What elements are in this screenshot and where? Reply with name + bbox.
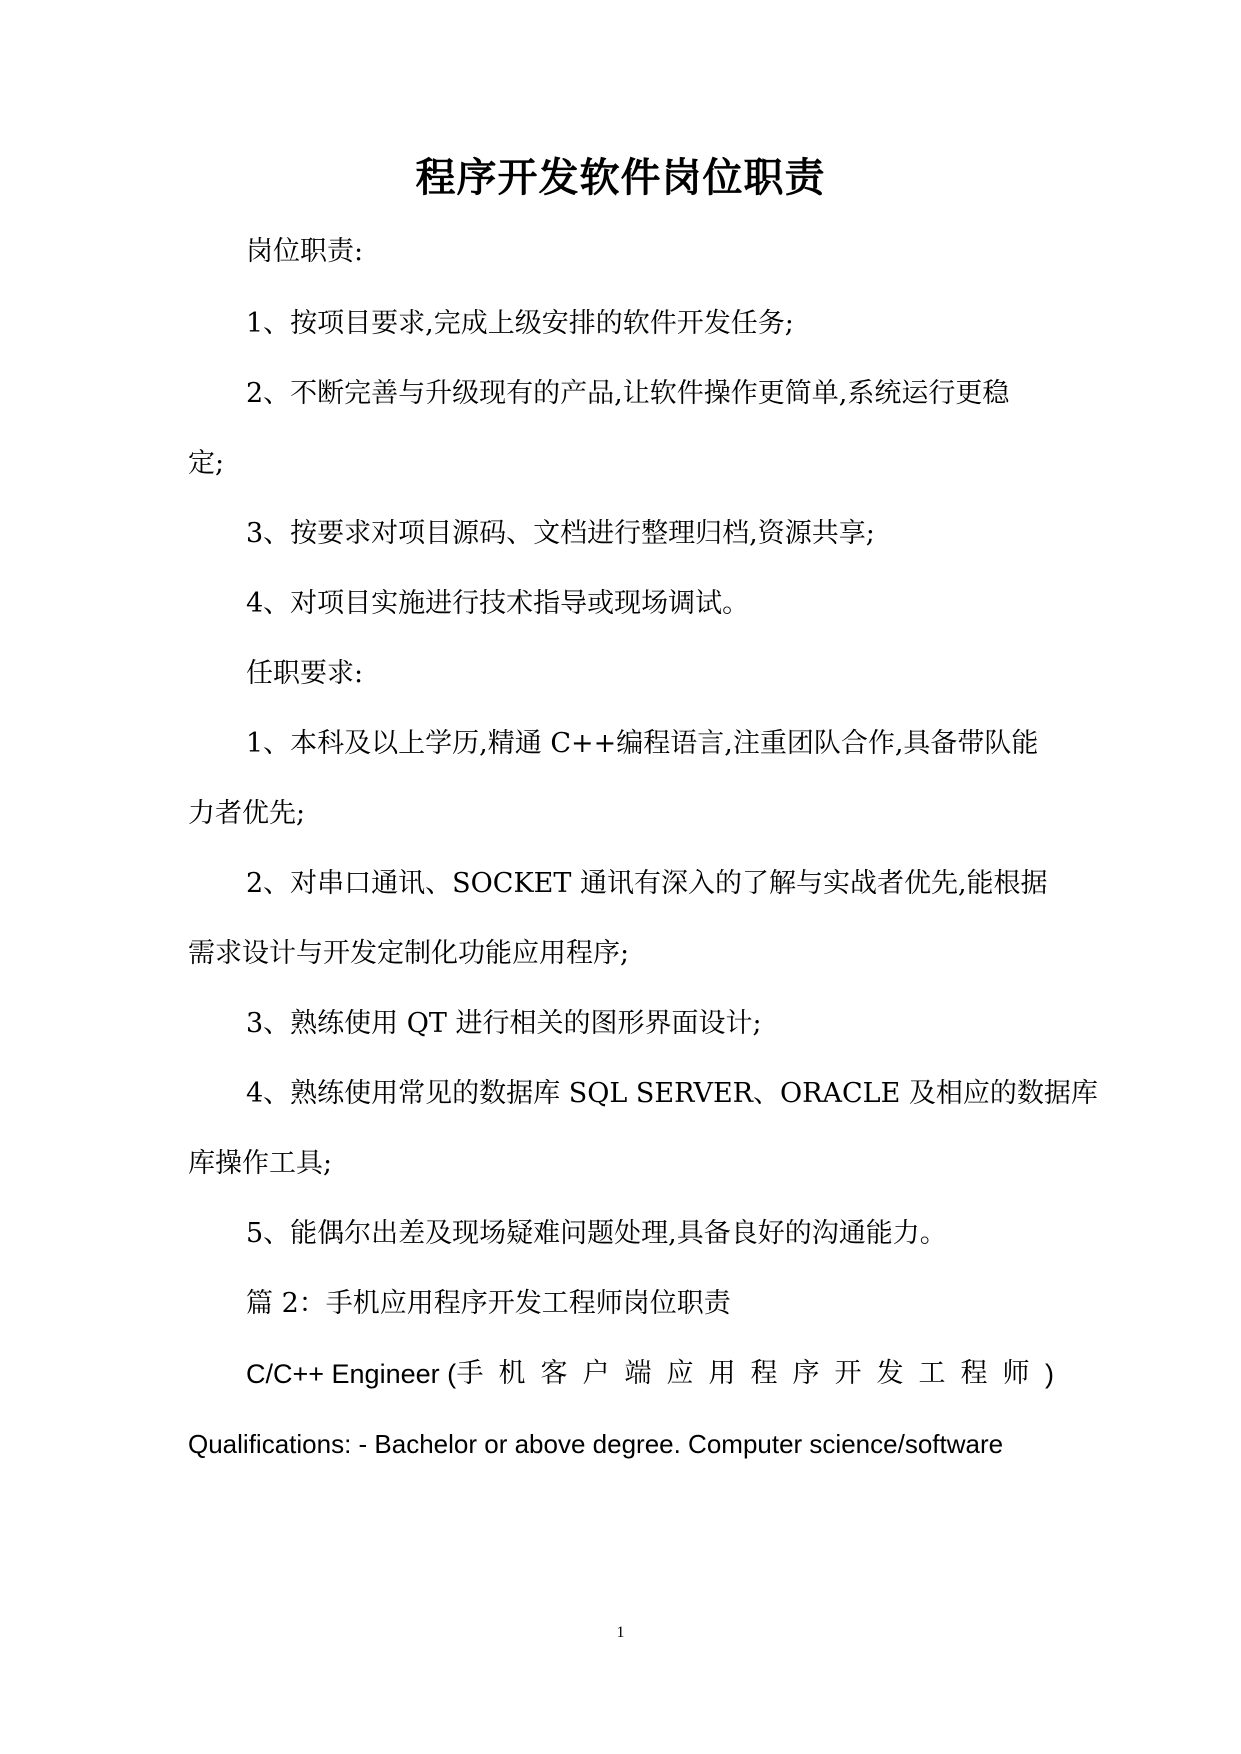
paragraph-line: 4、对项目实施进行技术指导或现场调试。	[246, 588, 750, 619]
paragraph-line: 力者优先;	[188, 798, 306, 829]
paragraph-line: 岗位职责:	[246, 236, 364, 267]
paragraph-line: 5、能偶尔出差及现场疑难问题处理,具备良好的沟通能力。	[246, 1218, 947, 1249]
qualifications-line: Qualifications: - Bachelor or above degree. Computer science/software	[188, 1429, 1004, 1459]
engineer-line	[188, 1354, 1054, 1394]
engineer-line-suffix: )	[1044, 1359, 1054, 1389]
paragraph-line: 1、本科及以上学历,精通 C++编程语言,注重团队合作,具备带队能	[246, 728, 1039, 759]
paragraph-line: 需求设计与开发定制化功能应用程序;	[188, 938, 630, 969]
paragraph-line: 定;	[188, 448, 225, 479]
paragraph-line: 3、按要求对项目源码、文档进行整理归档,资源共享;	[246, 518, 875, 549]
paragraph-line: 1、按项目要求,完成上级安排的软件开发任务;	[246, 308, 794, 339]
paragraph-line: 篇 2：手机应用程序开发工程师岗位职责	[246, 1288, 731, 1319]
paragraph-line: 3、熟练使用 QT 进行相关的图形界面设计;	[246, 1008, 762, 1039]
document-title: 程序开发软件岗位职责	[415, 155, 826, 201]
paragraph-line: 2、对串口通讯、SOCKET 通讯有深入的了解与实战者优先,能根据	[246, 868, 1048, 899]
engineer-line-prefix: C/C++ Engineer (	[246, 1359, 457, 1389]
paragraph-line: 2、不断完善与升级现有的产品,让软件操作更简单,系统运行更稳	[246, 378, 1010, 409]
engineer-line-chinese: 手机客户端应用程序开发工程师	[456, 1358, 1045, 1389]
paragraph-line: 库操作工具;	[188, 1148, 333, 1179]
page-number: 1	[616, 1624, 625, 1641]
paragraph-line: 4、熟练使用常见的数据库 SQL SERVER、ORACLE 及相应的数据库	[246, 1078, 1098, 1109]
paragraph-line: 任职要求:	[246, 658, 364, 689]
